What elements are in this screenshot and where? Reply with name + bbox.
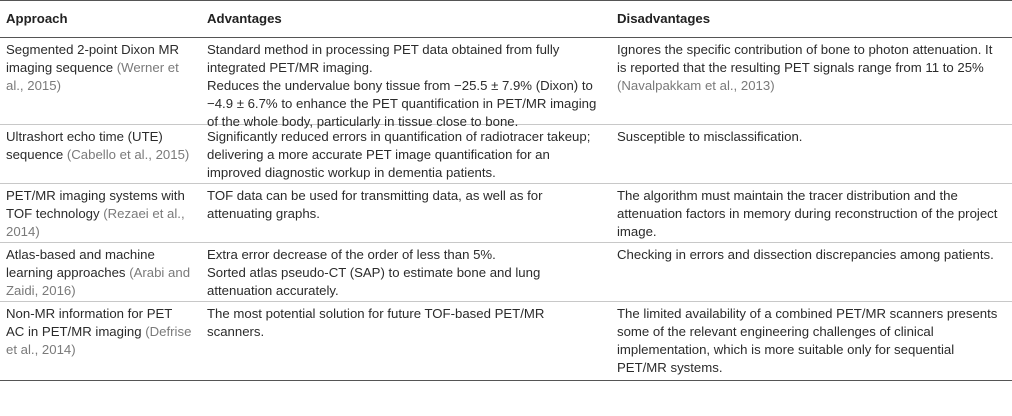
advantages-cell (201, 125, 611, 183)
table-row (0, 243, 1012, 302)
table-header-row (0, 0, 1012, 38)
disadvantages-cell (611, 38, 1012, 124)
approach-cell (0, 184, 201, 242)
approach-text: Non-MR information for PET AC in PET/MR imaging (6, 306, 173, 339)
header-advantages: Advantages (207, 11, 282, 26)
disadvantages-text: Susceptible to misclassification. (617, 129, 803, 144)
approach-text: PET/MR imaging systems with TOF technology (6, 188, 185, 221)
approach-text: Ultrashort echo time (UTE) sequence (6, 129, 163, 162)
approach-citation[interactable]: (Rezaei et al., 2014) (6, 206, 185, 239)
approach-text: Atlas-based and machine learning approaches (6, 247, 155, 280)
advantages-text: The most potential solution for future TOF-based PET/MR scanners. (207, 306, 545, 339)
approach-citation[interactable]: (Defrise et al., 2014) (6, 324, 192, 357)
approach-cell (0, 243, 201, 301)
approach-cell (0, 302, 201, 380)
advantages-text: TOF data can be used for transmitting data, as well as for attenuating graphs. (207, 188, 543, 221)
advantages-text: Extra error decrease of the order of less than 5%. (207, 247, 496, 262)
table-row (0, 302, 1012, 381)
header-approach: Approach (6, 11, 68, 26)
advantages-cell (201, 184, 611, 242)
disadvantages-text: Ignores the specific contribution of bone to photon attenuation. It is reported that the resulting PET signals range from 11 to 25% (617, 42, 993, 75)
approach-cell (0, 125, 201, 183)
header-disadvantages: Disadvantages (617, 11, 711, 26)
table-row (0, 38, 1012, 129)
advantages-text: Standard method in processing PET data obtained from fully integrated PET/MR imaging. (207, 42, 560, 75)
approach-citation[interactable]: (Arabi and Zaidi, 2016) (6, 265, 191, 298)
disadvantages-cell (611, 302, 1012, 380)
table-row (0, 125, 1012, 184)
table-row (0, 184, 1012, 243)
advantages-cell (201, 38, 611, 129)
disadvantages-text: The algorithm must maintain the tracer distribution and the attenuation factors in memory during reconstruction of the project image. (617, 188, 998, 239)
advantages-text: Sorted atlas pseudo-CT (SAP) to estimate bone and lung attenuation accurately. (207, 265, 541, 298)
approach-citation[interactable]: (Werner et al., 2015) (6, 60, 179, 93)
advantages-cell (201, 243, 611, 301)
advantages-text: Significantly reduced errors in quantification of radiotracer takeup; delivering a more accurate PET image quantification for an improved diagnostic workup in dementia patients. (207, 129, 591, 180)
approach-citation[interactable]: (Cabello et al., 2015) (66, 147, 190, 162)
disadvantages-cell (611, 243, 1012, 301)
disadvantages-text: The limited availability of a combined PET/MR scanners presents some of the relevant engineering challenges of clinical implementation, which is more suitable only for sequential PET/MR systems. (617, 306, 998, 375)
disadvantages-text: Checking in errors and dissection discrepancies among patients. (617, 247, 994, 262)
disadvantages-cell (611, 184, 1012, 242)
advantages-cell (201, 302, 611, 380)
disadvantages-citation[interactable]: (Navalpakkam et al., 2013) (617, 78, 775, 93)
disadvantages-cell (611, 125, 1012, 183)
approach-cell (0, 38, 201, 124)
advantages-text: Reduces the undervalue bony tissue from −25.5 ± 7.9% (Dixon) to −4.9 ± 6.7% to enhance the PET quantification in PET/MR imaging of the whole body, particularly in tissue close to bone. (207, 78, 597, 129)
approach-text: Segmented 2-point Dixon MR imaging sequence (6, 42, 179, 75)
